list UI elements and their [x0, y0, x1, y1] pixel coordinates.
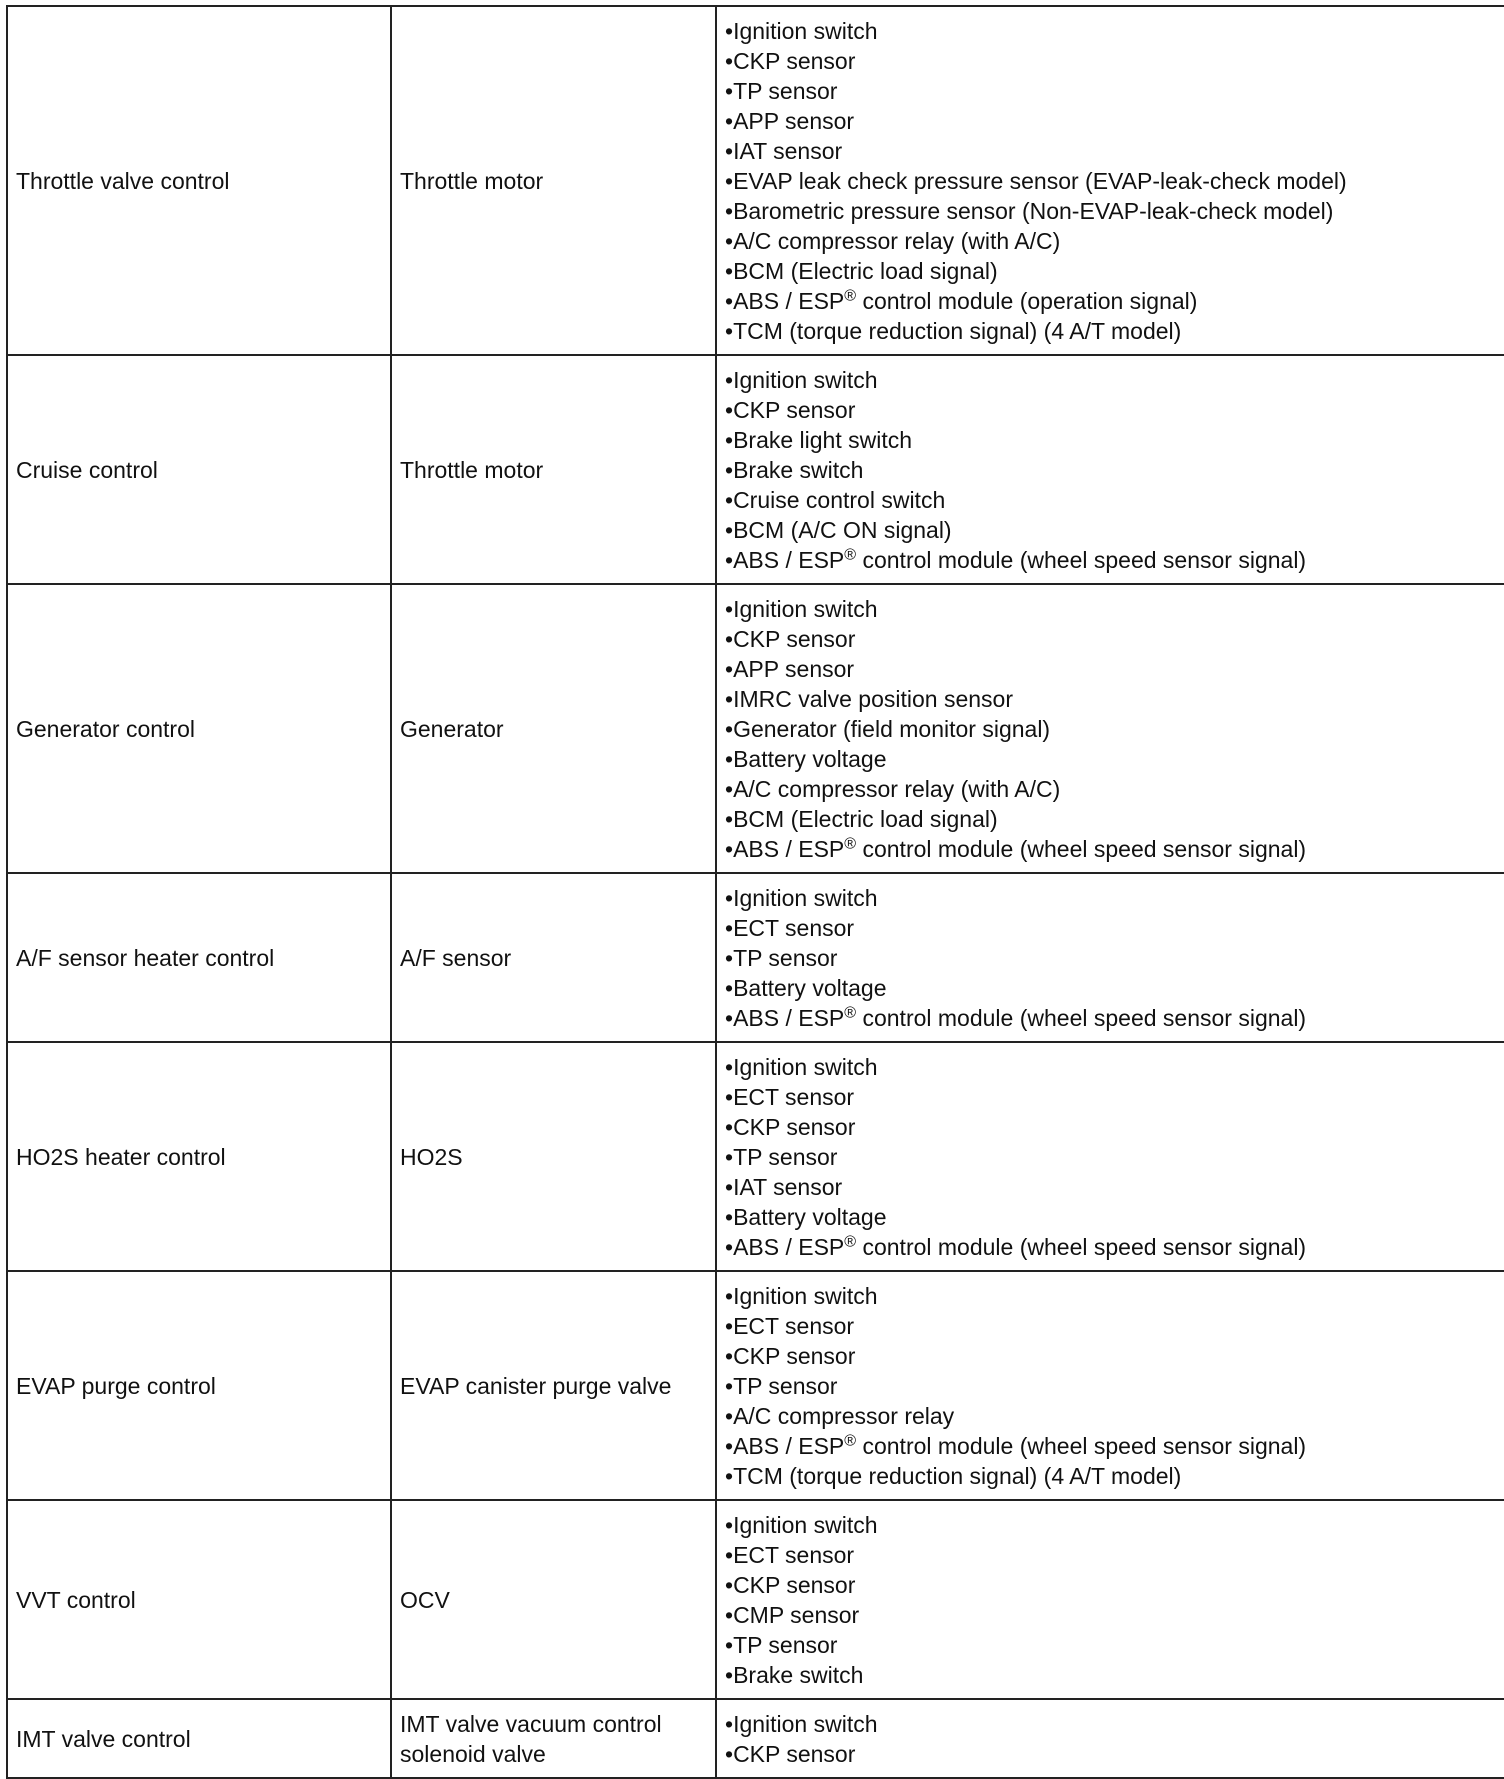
- input-list: [725, 16, 1500, 346]
- actuator-cell: [391, 355, 716, 584]
- input-list: [725, 883, 1500, 1033]
- actuator-line: Throttle motor: [400, 167, 544, 194]
- input-signals-cell: [716, 1699, 1504, 1778]
- input-signal-item: • Ignition switch: [725, 16, 1500, 46]
- control-name-cell: Generator control: [7, 584, 391, 873]
- input-signals-cell: [716, 584, 1504, 873]
- actuator-line: HO2S: [400, 1143, 463, 1170]
- control-name-cell: A/F sensor heater control: [7, 873, 391, 1042]
- input-signals-cell: [716, 1500, 1504, 1699]
- input-signal-item: • BCM (Electric load signal): [725, 256, 1500, 286]
- table-row: [7, 873, 1504, 1042]
- input-signal-item: • Ignition switch: [725, 365, 1500, 395]
- control-name-cell: Cruise control: [7, 355, 391, 584]
- input-signal-item: • TCM (torque reduction signal) (4 A/T model): [725, 1461, 1500, 1491]
- input-signal-item: • TP sensor: [725, 1142, 1500, 1172]
- actuator-cell: [391, 1500, 716, 1699]
- input-signal-item: • ABS / ESP® control module (wheel speed sensor signal): [725, 1431, 1500, 1461]
- input-signal-item: • IMRC valve position sensor: [725, 684, 1500, 714]
- input-list: [725, 1052, 1500, 1262]
- actuator-line: Generator: [400, 715, 504, 742]
- actuator-cell: [391, 584, 716, 873]
- table-row: [7, 1271, 1504, 1500]
- table-row: [7, 355, 1504, 584]
- input-signal-item: • CKP sensor: [725, 1341, 1500, 1371]
- input-signal-item: • BCM (A/C ON signal): [725, 515, 1500, 545]
- input-signal-item: • APP sensor: [725, 654, 1500, 684]
- input-signal-item: • Ignition switch: [725, 1709, 1500, 1739]
- control-system-table: [6, 5, 1504, 1779]
- actuator-line: IMT valve vacuum control: [400, 1710, 662, 1737]
- input-list: [725, 365, 1500, 575]
- input-signal-item: • ECT sensor: [725, 1311, 1500, 1341]
- table-row: [7, 1699, 1504, 1778]
- input-signal-item: • TP sensor: [725, 1630, 1500, 1660]
- input-signal-item: • CMP sensor: [725, 1600, 1500, 1630]
- input-signal-item: • ECT sensor: [725, 1082, 1500, 1112]
- input-list: [725, 1510, 1500, 1690]
- input-signal-item: • CKP sensor: [725, 46, 1500, 76]
- actuator-cell: [391, 1271, 716, 1500]
- table-row: [7, 1500, 1504, 1699]
- control-system-table-page: [6, 5, 1486, 1779]
- input-signal-item: • CKP sensor: [725, 395, 1500, 425]
- input-signal-item: • Generator (field monitor signal): [725, 714, 1500, 744]
- input-signals-cell: [716, 355, 1504, 584]
- input-signal-item: • ABS / ESP® control module (wheel speed sensor signal): [725, 834, 1500, 864]
- input-signal-item: • Brake switch: [725, 455, 1500, 485]
- input-signal-item: • A/C compressor relay (with A/C): [725, 774, 1500, 804]
- input-signal-item: • Ignition switch: [725, 1052, 1500, 1082]
- actuator-cell: [391, 1042, 716, 1271]
- input-signal-item: • Battery voltage: [725, 973, 1500, 1003]
- input-signal-item: • EVAP leak check pressure sensor (EVAP-leak-check model): [725, 166, 1500, 196]
- input-signal-item: • CKP sensor: [725, 1570, 1500, 1600]
- input-signal-item: • Brake switch: [725, 1660, 1500, 1690]
- table-row: [7, 6, 1504, 355]
- actuator-line: A/F sensor: [400, 944, 512, 971]
- control-name-cell: Throttle valve control: [7, 6, 391, 355]
- input-signal-item: • APP sensor: [725, 106, 1500, 136]
- input-signal-item: • IAT sensor: [725, 136, 1500, 166]
- input-signals-cell: [716, 1042, 1504, 1271]
- input-signal-item: • Brake light switch: [725, 425, 1500, 455]
- actuator-cell: [391, 1699, 716, 1778]
- actuator-cell: [391, 873, 716, 1042]
- input-signal-item: • Ignition switch: [725, 1281, 1500, 1311]
- input-signal-item: • Battery voltage: [725, 744, 1500, 774]
- table-row: [7, 1042, 1504, 1271]
- input-signal-item: • CKP sensor: [725, 1112, 1500, 1142]
- input-signal-item: • Cruise control switch: [725, 485, 1500, 515]
- input-signal-item: • TP sensor: [725, 943, 1500, 973]
- input-list: [725, 594, 1500, 864]
- control-name-cell: EVAP purge control: [7, 1271, 391, 1500]
- input-signal-item: • BCM (Electric load signal): [725, 804, 1500, 834]
- control-name-cell: HO2S heater control: [7, 1042, 391, 1271]
- input-signal-item: • A/C compressor relay (with A/C): [725, 226, 1500, 256]
- actuator-line: OCV: [400, 1586, 450, 1613]
- control-name-cell: IMT valve control: [7, 1699, 391, 1778]
- input-signal-item: • IAT sensor: [725, 1172, 1500, 1202]
- input-signal-item: • Barometric pressure sensor (Non-EVAP-leak-check model): [725, 196, 1500, 226]
- input-signal-item: • Ignition switch: [725, 883, 1500, 913]
- actuator-cell: [391, 6, 716, 355]
- input-list: [725, 1281, 1500, 1491]
- actuator-line: EVAP canister purge valve: [400, 1372, 672, 1399]
- input-signal-item: • ECT sensor: [725, 1540, 1500, 1570]
- table-row: [7, 584, 1504, 873]
- input-signals-cell: [716, 6, 1504, 355]
- input-signal-item: • CKP sensor: [725, 1739, 1500, 1769]
- input-signal-item: • ABS / ESP® control module (wheel speed sensor signal): [725, 1003, 1500, 1033]
- input-list: [725, 1709, 1500, 1769]
- input-signal-item: • ECT sensor: [725, 913, 1500, 943]
- input-signal-item: • A/C compressor relay: [725, 1401, 1500, 1431]
- input-signal-item: • TCM (torque reduction signal) (4 A/T model): [725, 316, 1500, 346]
- input-signal-item: • Ignition switch: [725, 1510, 1500, 1540]
- input-signal-item: • Ignition switch: [725, 594, 1500, 624]
- input-signal-item: • CKP sensor: [725, 624, 1500, 654]
- input-signal-item: • TP sensor: [725, 76, 1500, 106]
- actuator-line: solenoid valve: [400, 1740, 546, 1767]
- input-signal-item: • ABS / ESP® control module (wheel speed sensor signal): [725, 1232, 1500, 1262]
- input-signal-item: • TP sensor: [725, 1371, 1500, 1401]
- input-signals-cell: [716, 1271, 1504, 1500]
- input-signal-item: • ABS / ESP® control module (operation signal): [725, 286, 1500, 316]
- input-signal-item: • Battery voltage: [725, 1202, 1500, 1232]
- table-body: [7, 6, 1504, 1778]
- input-signal-item: • ABS / ESP® control module (wheel speed sensor signal): [725, 545, 1500, 575]
- actuator-line: Throttle motor: [400, 456, 544, 483]
- input-signals-cell: [716, 873, 1504, 1042]
- control-name-cell: VVT control: [7, 1500, 391, 1699]
